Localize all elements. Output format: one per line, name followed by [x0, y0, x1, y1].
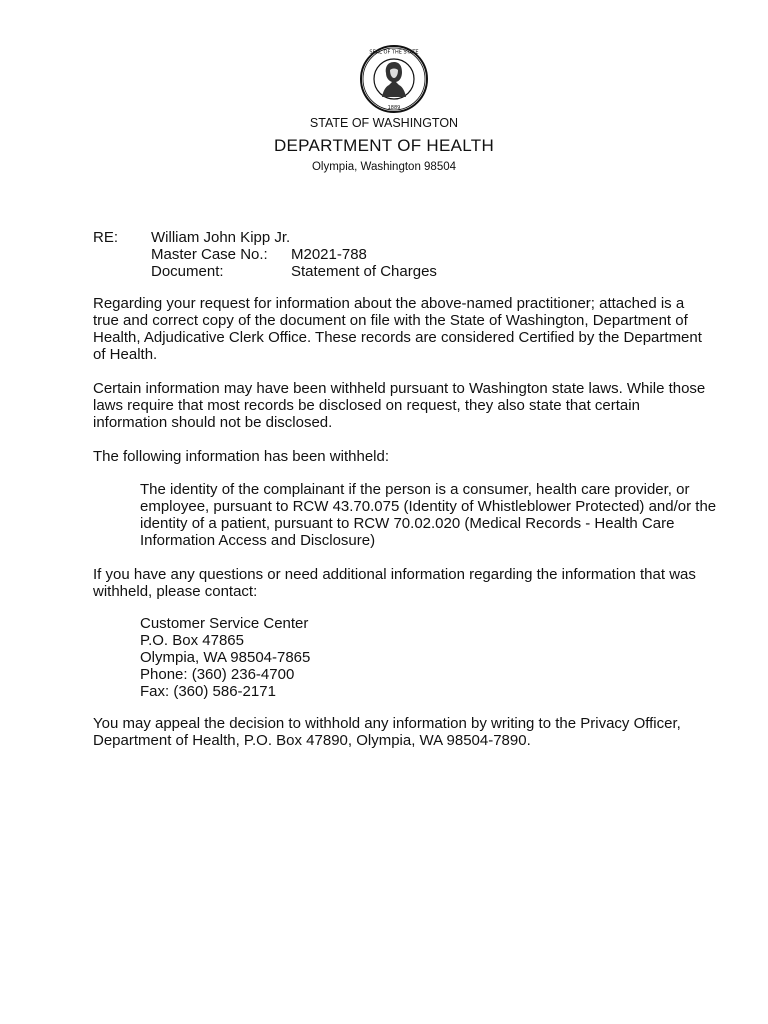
paragraph-questions: If you have any questions or need additional information regarding the information that was withheld, please contact: — [93, 566, 696, 600]
contact-phone: Phone: (360) 236-4700 — [140, 666, 295, 683]
paragraph-withheld-info: Certain information may have been withheld pursuant to Washington state laws. While those laws require that most records be disclosed on request, they also state that certain information should not be disclosed. — [93, 380, 706, 431]
contact-box: P.O. Box 47865 — [140, 632, 244, 649]
department-heading: DEPARTMENT OF HEALTH — [273, 136, 495, 155]
contact-city: Olympia, WA 98504-7865 — [140, 649, 311, 666]
contact-name: Customer Service Center — [140, 615, 309, 632]
svg-text:SEAL OF THE STATE: SEAL OF THE STATE — [369, 49, 419, 56]
paragraph-identity: The identity of the complainant if the person is a consumer, health care provider, or employee, pursuant to RCW 43.70.075 (Identity of Whistleblower Protected) and/or the identity of a patient, pursuant to RCW 70.02.020 (Medical Records - Health Care Information Access and Disclosure) — [140, 481, 717, 549]
svg-text:1889: 1889 — [387, 105, 401, 111]
paragraph-request: Regarding your request for information about the above-named practitioner; attached is a true and correct copy of the document on file with the State of Washington, Department of Health, Adjudicative Clerk Office. These records are considered Certified by the Department of Health. — [93, 295, 702, 363]
state-heading: STATE OF WASHINGTON — [309, 116, 459, 130]
case-number-label: Master Case No.: — [151, 246, 268, 263]
state-seal-logo — [359, 44, 429, 114]
address-line: Olympia, Washington 98504 — [311, 161, 457, 173]
document-value: Statement of Charges — [291, 263, 437, 280]
contact-block — [140, 615, 720, 700]
document-label: Document: — [151, 263, 224, 280]
re-label: RE: — [93, 229, 119, 246]
paragraph-appeal: You may appeal the decision to withhold any information by writing to the Privacy Officer, Department of Health, P.O. Box 47890, Olympia, WA 98504-7890. — [93, 715, 681, 749]
case-number-value: M2021-788 — [291, 246, 367, 263]
contact-fax: Fax: (360) 586-2171 — [140, 683, 276, 700]
paragraph-following: The following information has been withheld: — [93, 448, 390, 465]
practitioner-name: William John Kipp Jr. — [151, 229, 291, 246]
